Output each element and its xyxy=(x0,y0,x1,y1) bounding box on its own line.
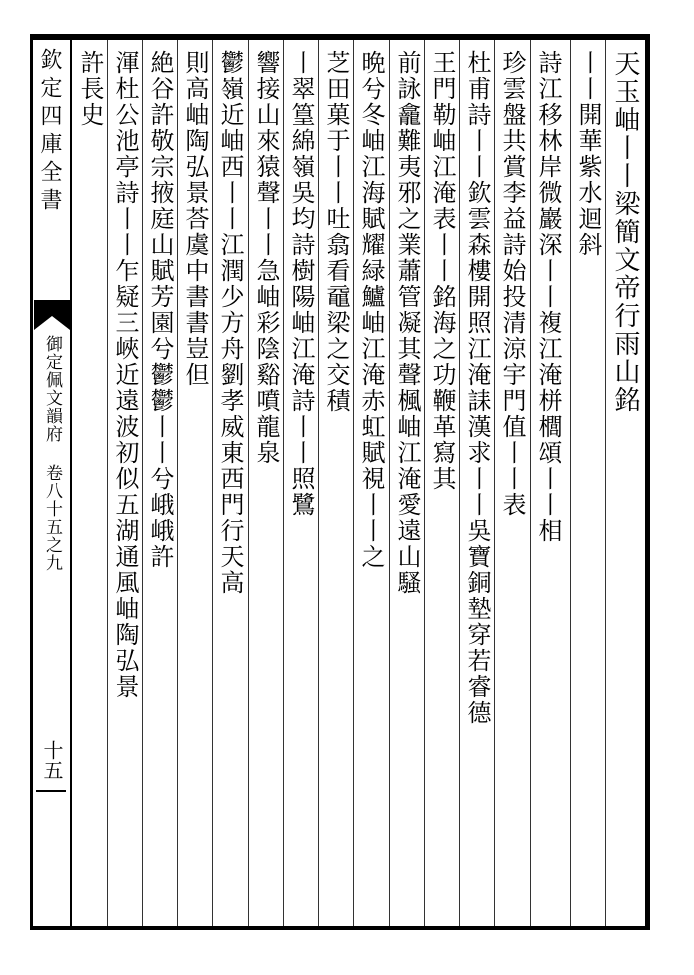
text-column-7: 前詠龕難夷邪之業蕭管凝其聲楓岫江淹愛遠山騷 xyxy=(393,50,421,596)
page-number-rule xyxy=(36,790,66,792)
column-divider xyxy=(353,40,354,926)
column-divider xyxy=(318,40,319,926)
text-column-2: 丨丨開華紫水迴斜 xyxy=(574,50,602,258)
column-divider xyxy=(570,40,571,926)
text-column-6: 王門勒岫江淹表丨丨銘海之功鞭革寫其 xyxy=(428,50,456,492)
column-divider xyxy=(459,40,460,926)
column-divider xyxy=(248,40,249,926)
text-column-14: 絶谷許敬宗掖庭山賦芳園兮鬱鬱丨丨兮峨峨許 xyxy=(146,50,174,570)
text-column-13: 則高岫陶弘景荅虞中書書豈但 xyxy=(181,50,209,388)
column-divider xyxy=(142,40,143,926)
text-column-12: 鬱嶺近岫西丨丨江潤少方舟劉孝威東西門行天高 xyxy=(216,50,244,596)
left-border xyxy=(30,34,33,930)
column-divider xyxy=(107,40,108,926)
book-title: 欽定四庫全書 xyxy=(37,48,62,216)
text-column-10: 丨翠篁綿嶺吳均詩樹陽岫江淹詩丨丨照鷺 xyxy=(287,50,315,518)
text-column-5: 杜甫詩丨丨欽雲森樓開照江淹誄漢求丨丨吳寶銅墊穿若睿德 xyxy=(463,50,491,726)
text-column-15: 渾杜公池亭詩丨丨乍疑三峽近遠波初似五湖通風岫陶弘景 xyxy=(111,50,139,700)
right-border xyxy=(645,34,650,930)
text-column-16: 許長史 xyxy=(76,50,104,128)
text-column-3: 詩江移林岸微巖深丨丨複江淹栟櫚頌丨丨相 xyxy=(534,50,562,544)
text-column-4: 珍雲盤共賞李益詩始投清涼宇門值丨丨表 xyxy=(498,50,526,518)
fishtail-mark-icon xyxy=(34,300,70,330)
column-divider xyxy=(283,40,284,926)
column-divider xyxy=(424,40,425,926)
text-column-9: 芝田菓于丨丨吐翕看黿梁之交積 xyxy=(322,50,350,414)
gutter-divider xyxy=(70,40,72,926)
column-divider xyxy=(605,40,606,926)
bottom-border xyxy=(30,926,650,930)
column-divider xyxy=(212,40,213,926)
top-border xyxy=(30,34,650,40)
column-divider xyxy=(530,40,531,926)
section-label: 御定佩文韻府 卷八十五之九 xyxy=(42,335,62,572)
page-number: 十五 xyxy=(40,740,64,780)
text-column-8: 晩兮冬岫江海賦耀緑鱸岫江淹赤虹賦視丨丨之 xyxy=(357,50,385,570)
text-column-11: 響接山來猿聲丨丨急岫彩陰谿噴龍泉 xyxy=(252,50,280,466)
column-divider xyxy=(494,40,495,926)
text-column-1: 天玉岫丨丨梁簡文帝行雨山銘 xyxy=(610,50,640,414)
column-divider xyxy=(177,40,178,926)
column-divider xyxy=(389,40,390,926)
